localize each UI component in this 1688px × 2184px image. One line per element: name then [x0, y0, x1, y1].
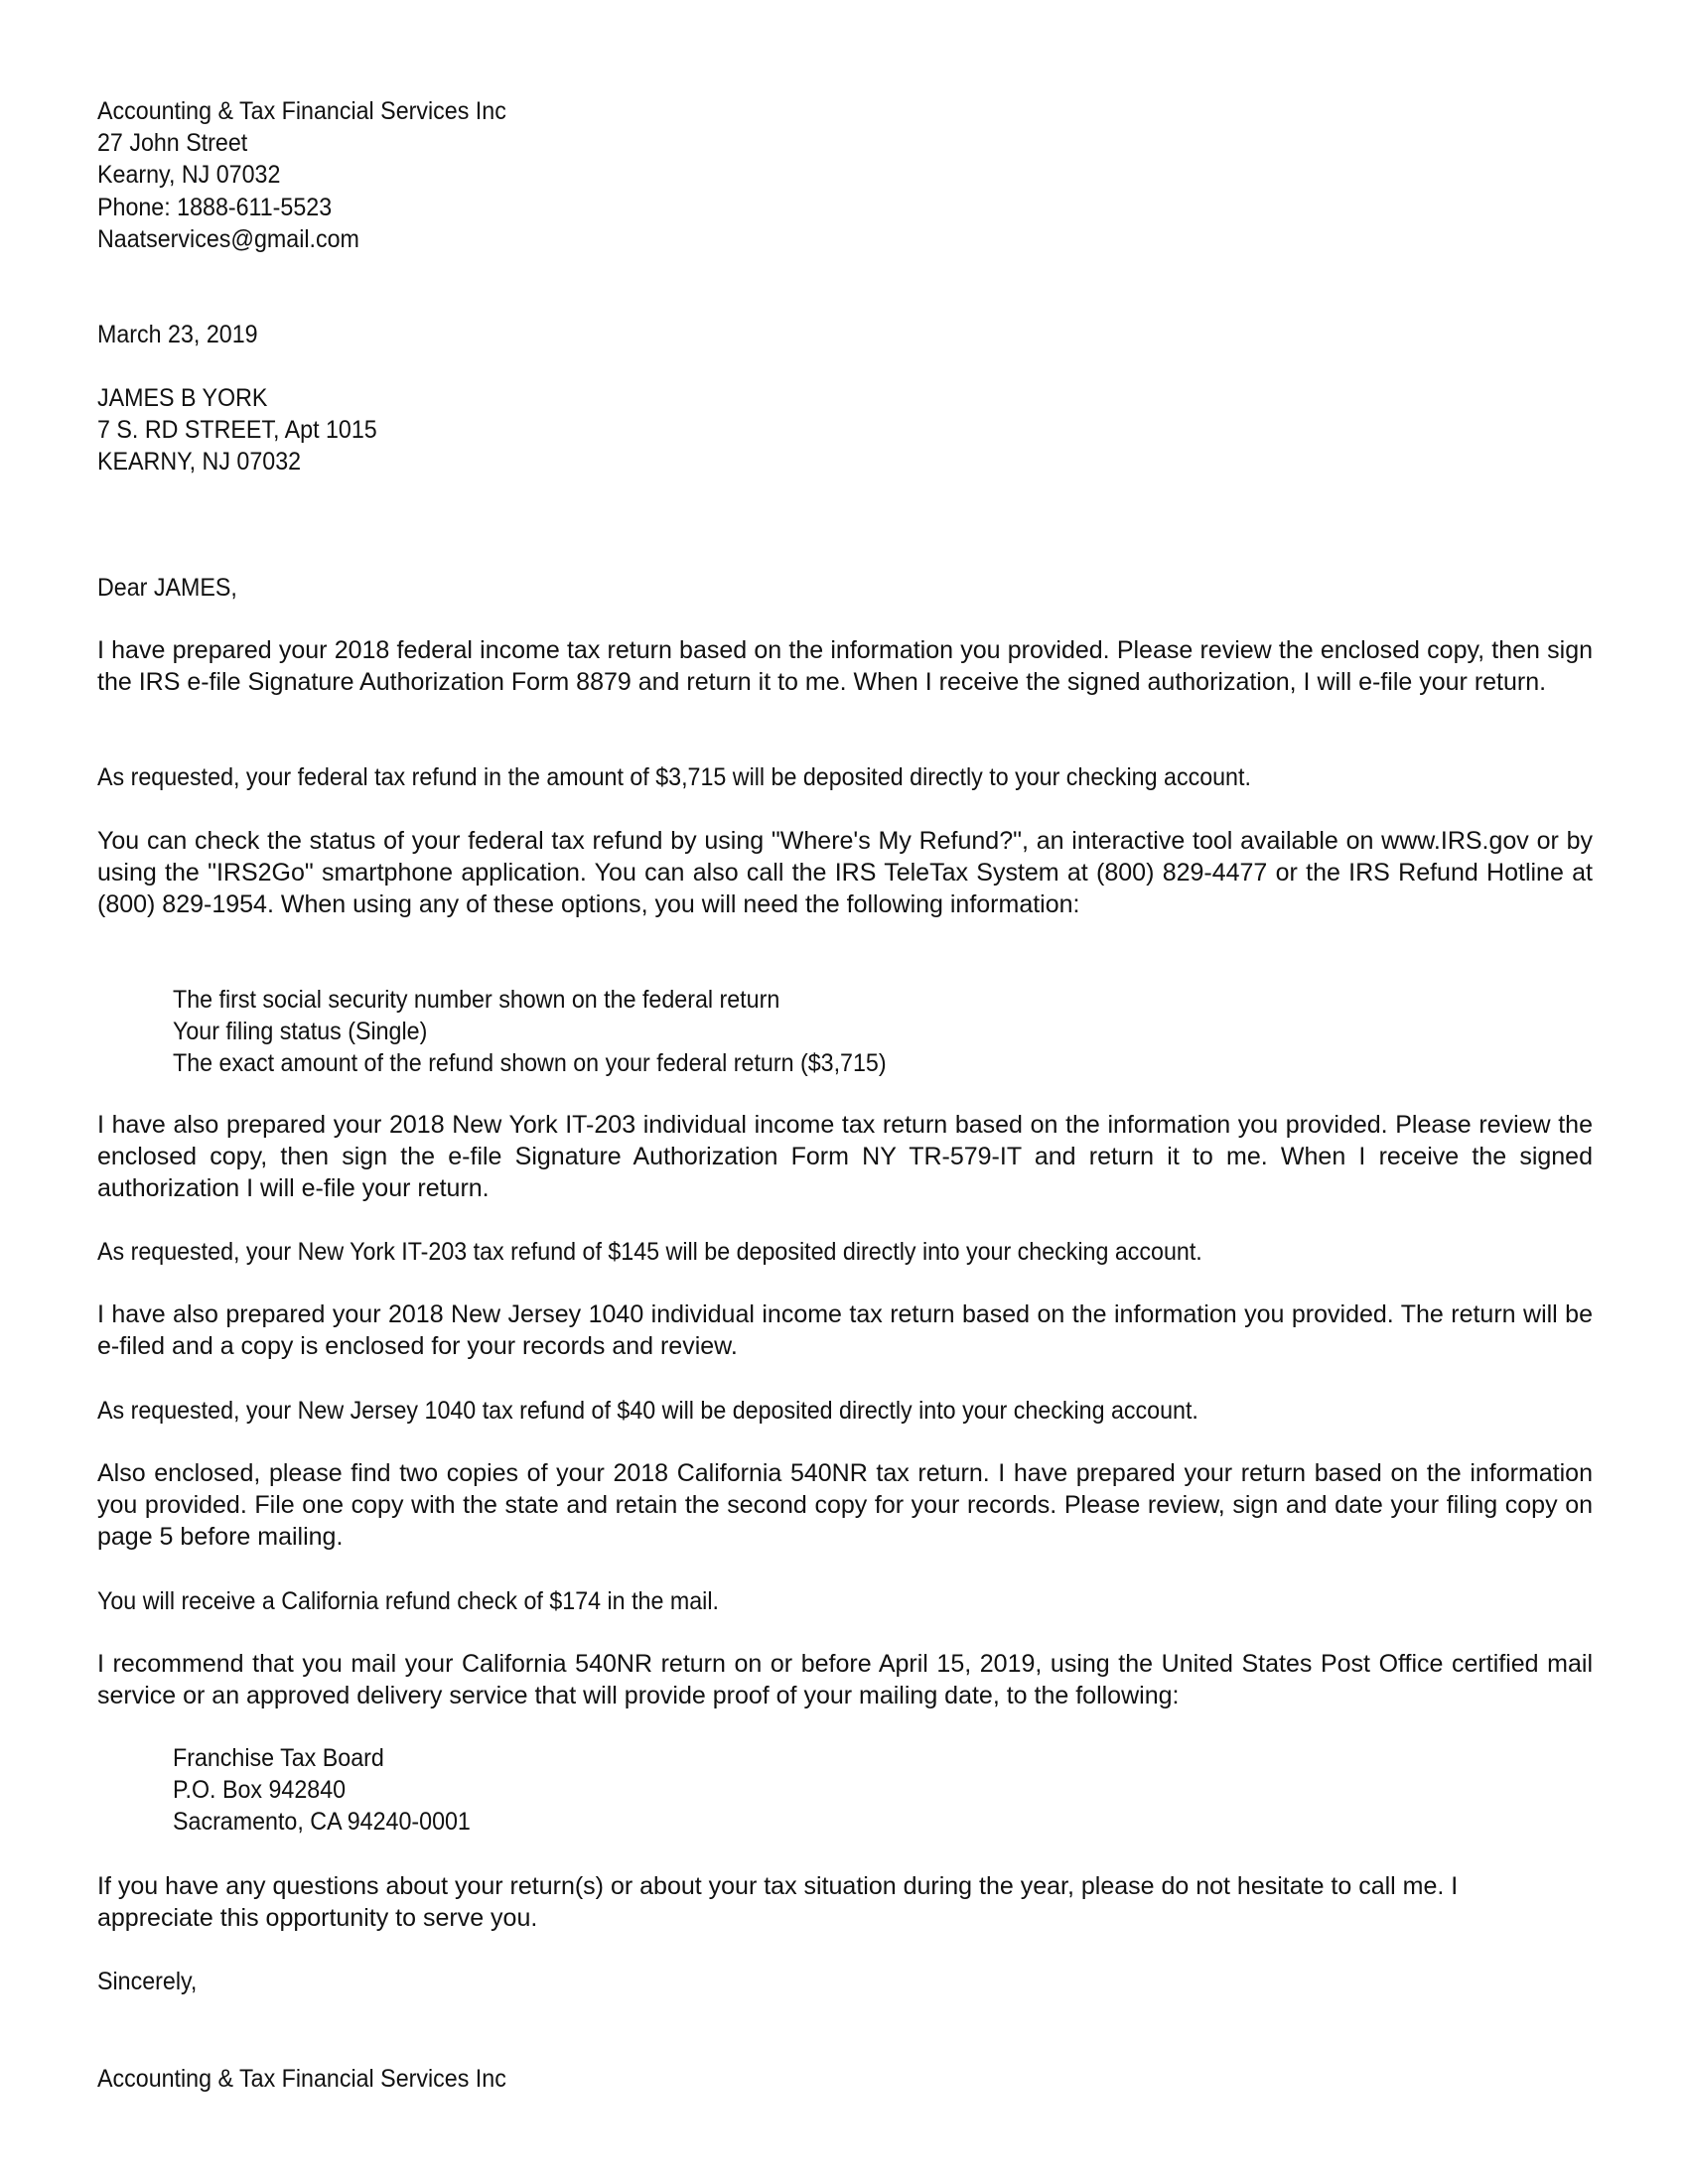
paragraph-nj-prepared: I have also prepared your 2018 New Jersey 1040 individual income tax return based on the information you provided. The return will be e-filed and a copy is enclosed for your records and review.	[97, 1300, 1593, 1361]
sender-address	[97, 95, 1594, 255]
mailing-address-line: Franchise Tax Board	[173, 1744, 384, 1772]
salutation-text: Dear JAMES,	[97, 574, 237, 602]
sender-email: Naatservices@gmail.com	[97, 224, 359, 253]
recipient-city: KEARNY, NJ 07032	[97, 448, 302, 477]
mailing-address-line: P.O. Box 942840	[173, 1776, 347, 1805]
signature	[97, 2063, 1594, 2095]
paragraph-ny-refund: As requested, your New York IT-203 tax refund of $145 will be deposited directly into your checking account.	[97, 1238, 1202, 1266]
required-info-item: The exact amount of the refund shown on your federal return ($3,715)	[173, 1049, 887, 1078]
paragraph-ca-enclosed: Also enclosed, please find two copies of your 2018 California 540NR tax return. I have prepared your return based on the information you provided. File one copy with the state and retain the second copy for your records. Please review, sign and date your filing copy on page 5 before mailing.	[97, 1459, 1593, 1552]
recipient-street: 7 S. RD STREET, Apt 1015	[97, 416, 377, 445]
recipient-name: JAMES B YORK	[97, 384, 268, 412]
mailing-address	[173, 1742, 1669, 1839]
paragraph-federal-refund: As requested, your federal tax refund in the amount of $3,715 will be deposited directly to your checking account.	[97, 763, 1251, 791]
closing-text: Sincerely,	[97, 1968, 198, 1995]
sender-phone: Phone: 1888-611-5523	[97, 193, 333, 221]
paragraph-ny-prepared: I have also prepared your 2018 New York IT-203 individual income tax return based on the information you provided. Please review the enclosed copy, then sign the e-file Signature Authorization Form NY TR-579-IT and return it to me. When I receive the signed authorization I will e-file your return.	[97, 1111, 1593, 1203]
required-info-item: The first social security number shown on the federal return	[173, 986, 780, 1014]
paragraph-check-status: You can check the status of your federal tax refund by using "Where's My Refund?", an interactive tool available on www.IRS.gov or by using the "IRS2Go" smartphone application. You can also call the IRS TeleTax System at (800) 829-4477 or the IRS Refund Hotline at (800) 829-1954. When using any of these options, you will need the following information:	[97, 827, 1593, 919]
paragraph-questions: If you have any questions about your return(s) or about your tax situation during the year, please do not hesitate to call me. I appreciate this opportunity to serve you.	[97, 1872, 1459, 1933]
paragraph-nj-refund: As requested, your New Jersey 1040 tax refund of $40 will be deposited directly into your checking account.	[97, 1397, 1198, 1425]
recipient-address	[97, 382, 1594, 478]
required-info-list	[173, 984, 1669, 1080]
letter-date	[97, 319, 1594, 350]
required-info-item: Your filing status (Single)	[173, 1018, 428, 1046]
sender-street: 27 John Street	[97, 129, 248, 158]
date-text: March 23, 2019	[97, 321, 258, 348]
salutation	[97, 572, 1594, 604]
sender-company: Accounting & Tax Financial Services Inc	[97, 97, 506, 125]
sender-city: Kearny, NJ 07032	[97, 161, 281, 190]
mailing-address-line: Sacramento, CA 94240-0001	[173, 1808, 471, 1837]
paragraph-ca-mail: I recommend that you mail your California 540NR return on or before April 15, 2019, using the United States Post Office certified mail service or an approved delivery service that will provide proof of your mailing date, to the following:	[97, 1650, 1593, 1710]
paragraph-federal-prepared: I have prepared your 2018 federal income tax return based on the information you provided. Please review the enclosed copy, then sign the IRS e-file Signature Authorization Form 8879 and return it to me. When I receive the signed authorization, I will e-file your return.	[97, 636, 1593, 697]
closing	[97, 1966, 1594, 1997]
paragraph-ca-refund: You will receive a California refund check of $174 in the mail.	[97, 1587, 719, 1615]
signature-text: Accounting & Tax Financial Services Inc	[97, 2065, 506, 2093]
